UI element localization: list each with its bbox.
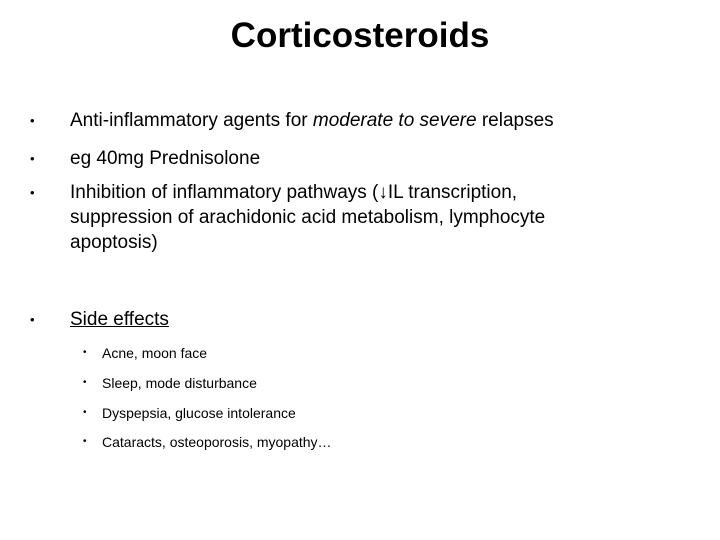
bullet-marker: •	[30, 185, 35, 200]
bullet-item	[30, 146, 690, 171]
bullet-text: eg 40mg Prednisolone	[70, 148, 261, 169]
bullet-item	[30, 307, 690, 332]
sub-bullet-text: Sleep, mode disturbance	[102, 375, 257, 391]
bullet-marker: •	[30, 113, 35, 128]
sub-bullet-marker: •	[83, 347, 87, 358]
sub-bullet-marker: •	[83, 436, 87, 447]
slide-title: Corticosteroids	[230, 16, 490, 55]
sub-bullet-text: Cataracts, osteoporosis, myopathy…	[102, 434, 332, 450]
sub-bullet-marker: •	[83, 377, 87, 388]
bullet-text: Anti-inflammatory agents for moderate to severe relapses	[70, 110, 554, 131]
sub-bullet-item	[83, 374, 683, 392]
bullet-marker: •	[30, 151, 35, 166]
bullet-item	[30, 180, 690, 255]
bullet-marker: •	[30, 312, 35, 327]
bullet-item	[30, 108, 690, 133]
sub-bullet-item	[83, 404, 683, 422]
sub-bullet-text: Dyspepsia, glucose intolerance	[102, 405, 296, 421]
sub-bullet-item	[83, 344, 683, 362]
bullet-text: Inhibition of inflammatory pathways (↓IL transcription, suppression of arachidonic acid metabolism, lymphocyte apoptosis)	[70, 182, 546, 253]
sub-bullet-item	[83, 433, 683, 451]
emphasis-text: moderate to severe	[312, 110, 477, 131]
side-effects-heading: Side effects	[70, 309, 169, 330]
sub-bullet-marker: •	[83, 407, 87, 418]
sub-bullet-text: Acne, moon face	[102, 345, 208, 361]
